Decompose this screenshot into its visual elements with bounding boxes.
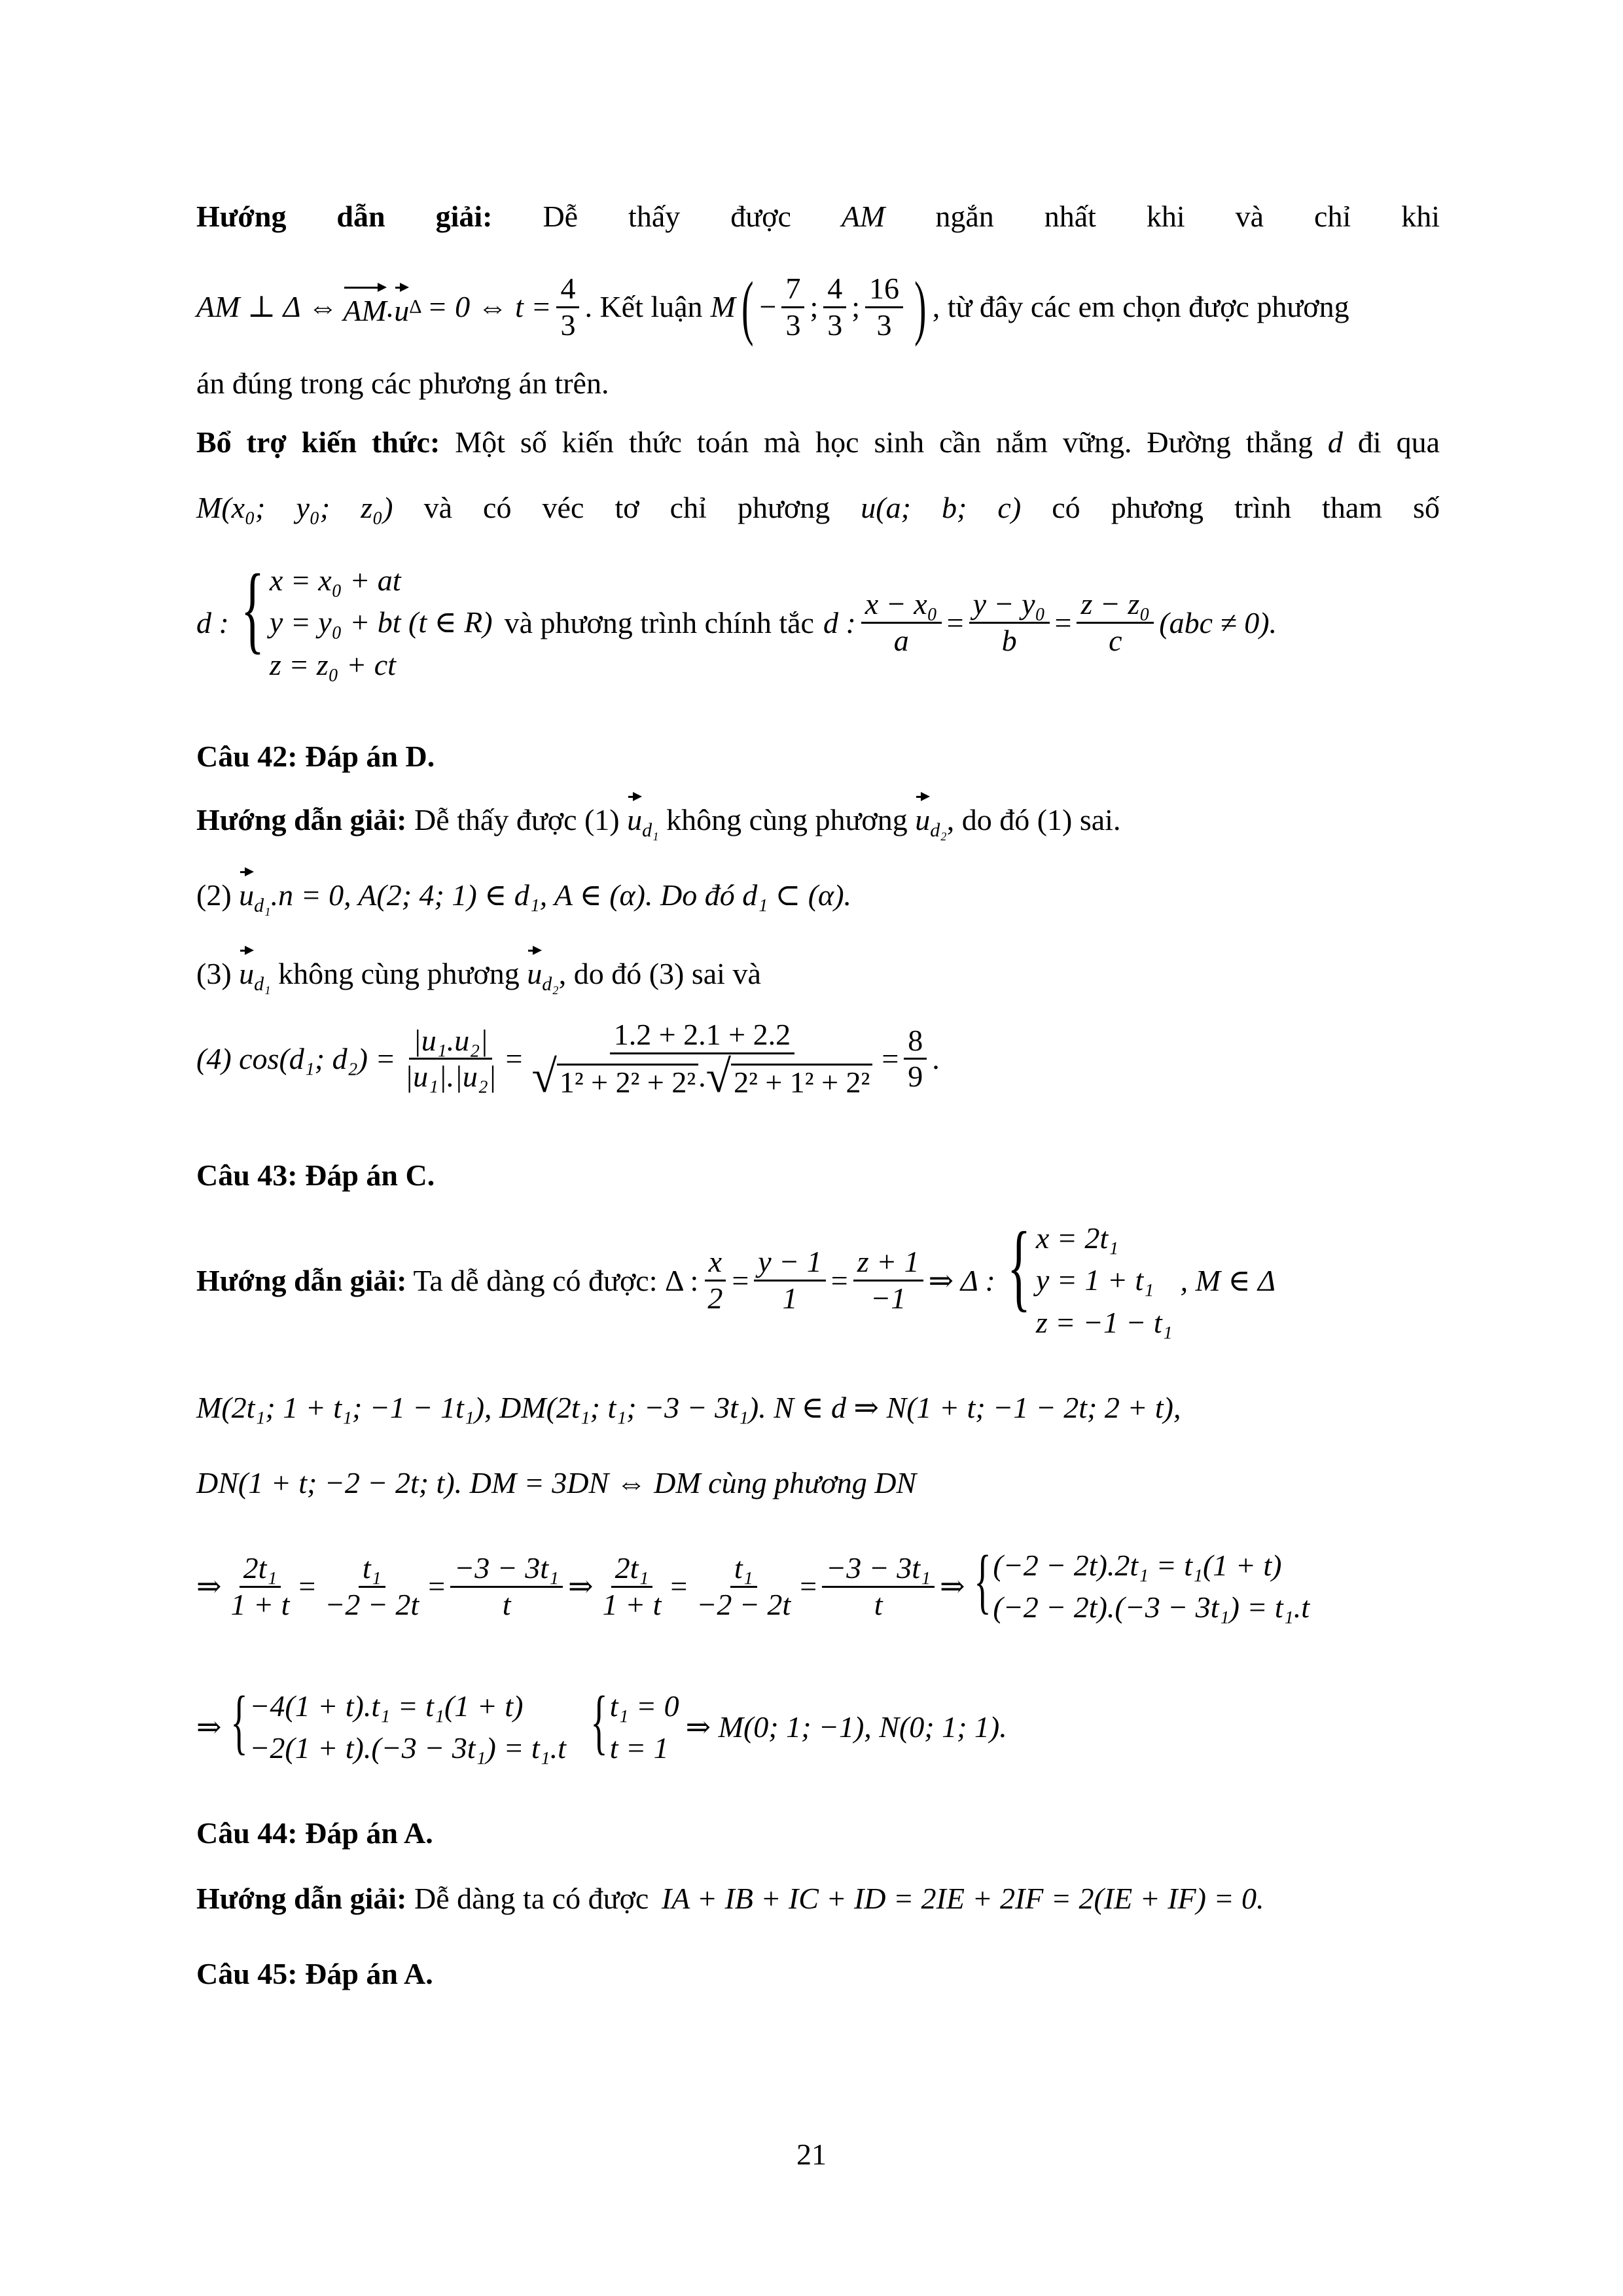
support-line1: Bổ trợ kiến thức: Một số kiến thức toán mà học sinh cần nắm vững. Đường thẳng d đi qua: [196, 425, 1440, 459]
page-number: 21: [796, 2138, 827, 2171]
q41-guide-line3: án đúng trong các phương án trên.: [196, 367, 609, 400]
text: ngắn nhất khi và chỉ khi: [935, 200, 1440, 233]
support-equations: d : { x = x₀ + at y = y₀ + bt (t ∈ R) z = z₀ + ct và phương trình chính tắc d : $\frac{\text{x − x₀}}{a}$ = $\frac{\text{y − y₀}}{b}$ = $\frac{\text{z − z₀}}{c}$ (abc ≠ 0).: [196, 560, 1440, 686]
support-label: Bổ trợ kiến thức:: [196, 425, 440, 459]
q44-title: Câu 44: Đáp án A.: [196, 1816, 433, 1850]
q45-title: Câu 45: Đáp án A.: [196, 1957, 433, 1990]
q43-title: Câu 43: Đáp án C.: [196, 1158, 435, 1192]
q43-line1: Hướng dẫn giải: Ta dễ dàng có được: Δ : $\frac{x}{2}$ = $\frac{y - 1}{1}$ = $\frac{z + 1}{-1}$ ⇒ Δ : { x = 2t₁ y = 1 + t₁ z = −1 − t₁ , M ∈ Δ: [196, 1217, 1440, 1344]
q44-line1: Hướng dẫn giải: Dễ dàng ta có được IA + IB + IC + ID = 2IE + 2IF = 2(IE + IF) = 0.: [196, 1882, 1264, 1915]
math-equation: = 0 ⇔ t =: [427, 290, 552, 324]
line-system: { x = 2t₁ y = 1 + t₁ z = −1 − t₁: [1007, 1212, 1173, 1339]
q43-line2: M(2t₁; 1 + t₁; −1 − 1t₁), DM(2t₁; t₁; −3 − 3t₁). N ∈ d ⇒ N(1 + t; −1 − 2t; 2 + t),: [196, 1391, 1181, 1424]
text: Dễ thấy được: [543, 200, 791, 233]
cos-fraction: $\frac{\text{|u₁.u₂|}}{\text{|u₁|.|u₂|}}$: [404, 1023, 497, 1094]
text: . Kết luận: [584, 290, 703, 324]
fraction-my: $\frac{4}{3}$: [823, 272, 846, 343]
q42-line2: (2) $u_{d_1}.n = 0$, A(2; 4; 1) ∈ d₁, A ∈ (α). Do đó d₁ ⊂ (α).: [196, 867, 1440, 920]
result-fraction: $\frac{8}{9}$: [904, 1024, 927, 1095]
q42-line3: (3) $u_{d_1}$ không cùng phương $u_{d_2}$, do đó (3) sai và: [196, 946, 1440, 998]
point-m: M: [710, 290, 736, 324]
q42-line4: (4) cos(d₁; d₂) = $\frac{\text{|u₁.u₂|}}{\text{|u₁|.|u₂|}}$ = 1.2 + 2.1 + 2.2 √ 1² + 2² + 2² . √ 2² + 1² + 2² = $\frac{8}{9}$ .: [196, 1018, 940, 1102]
fraction-mz: $\frac{16}{3}$: [865, 272, 903, 343]
q42-line1: Hướng dẫn giải: Dễ thấy được (1) $u_{d_1}$ không cùng phương $u_{d_2}$, do đó (1) sai.: [196, 792, 1440, 844]
canonical-x: $\frac{\text{x − x₀}}{a}$: [861, 587, 942, 658]
vector-u-abc: u(a; b; c): [861, 491, 1022, 524]
numeric-fraction: 1.2 + 2.1 + 2.2 √ 1² + 2² + 2² . √ 2² + 1² + 2²: [527, 1018, 876, 1100]
support-line2: M(x₀; y₀; z₀) và có véc tơ chỉ phương u(a; b; c) có phương trình tham số: [196, 491, 1440, 524]
u-subscript: Δ: [409, 296, 422, 317]
canonical-y: $\frac{\text{y − y₀}}{b}$: [969, 587, 1050, 658]
q41-guide-line2: AM ⊥ Δ ⇔ AM . u Δ = 0 ⇔ t = $\frac{4}{3}$ . Kết luận M ( − $\frac{7}{3}$ ; $\frac{4}{3}$ ; $\frac{16}{3}$ ) , từ đây các em chọn được phương: [196, 267, 1349, 347]
q43-line4: ⇒ $\frac{\text{2t₁}}{1 + t}$ = $\frac{\text{t₁}}{-2 - 2t}$ = $\frac{\text{−3 − 3t₁}}{t}$ ⇒ $\frac{\text{2t₁}}{1 + t}$ = $\frac{\text{t₁}}{-2 - 2t}$ = $\frac{\text{−3 − 3t₁}}{t}$ ⇒ { (−2 − 2t).2t₁ = t₁(1 + t) (−2 − 2t).(−3 − 3t₁) = t₁.t: [196, 1541, 1310, 1624]
fraction-mx: $\frac{7}{3}$: [781, 272, 804, 343]
canonical-z: $\frac{\text{z − z₀}}{c}$: [1077, 587, 1154, 658]
point-m0: M(x₀; y₀; z₀): [196, 491, 393, 524]
q42-title: Câu 42: Đáp án D.: [196, 740, 435, 773]
segment-am: AM: [841, 200, 885, 233]
q43-line3: DN(1 + t; −2 − 2t; t). DM = 3DN ⇔ DM cùng phương DN: [196, 1466, 917, 1499]
vector-am: AM: [343, 283, 386, 331]
parametric-system: { x = x₀ + at y = y₀ + bt (t ∈ R) z = z₀ + ct: [240, 554, 493, 681]
text: , từ đây các em chọn được phương: [932, 290, 1349, 324]
fraction-t: $\frac{4}{3}$: [556, 272, 579, 343]
q43-line5: ⇒ { −4(1 + t).t₁ = t₁(1 + t) −2(1 + t).(−3 − 3t₁) = t₁.t { t₁ = 0 t = 1 ⇒ M(0; 1; −1), N(0; 1; 1).: [196, 1681, 1007, 1765]
vector-u: u: [394, 283, 409, 331]
q41-guide-line1: [196, 196, 1440, 237]
guide-label: Hướng dẫn giải:: [196, 200, 493, 233]
math-condition: AM ⊥ Δ ⇔: [196, 290, 338, 324]
